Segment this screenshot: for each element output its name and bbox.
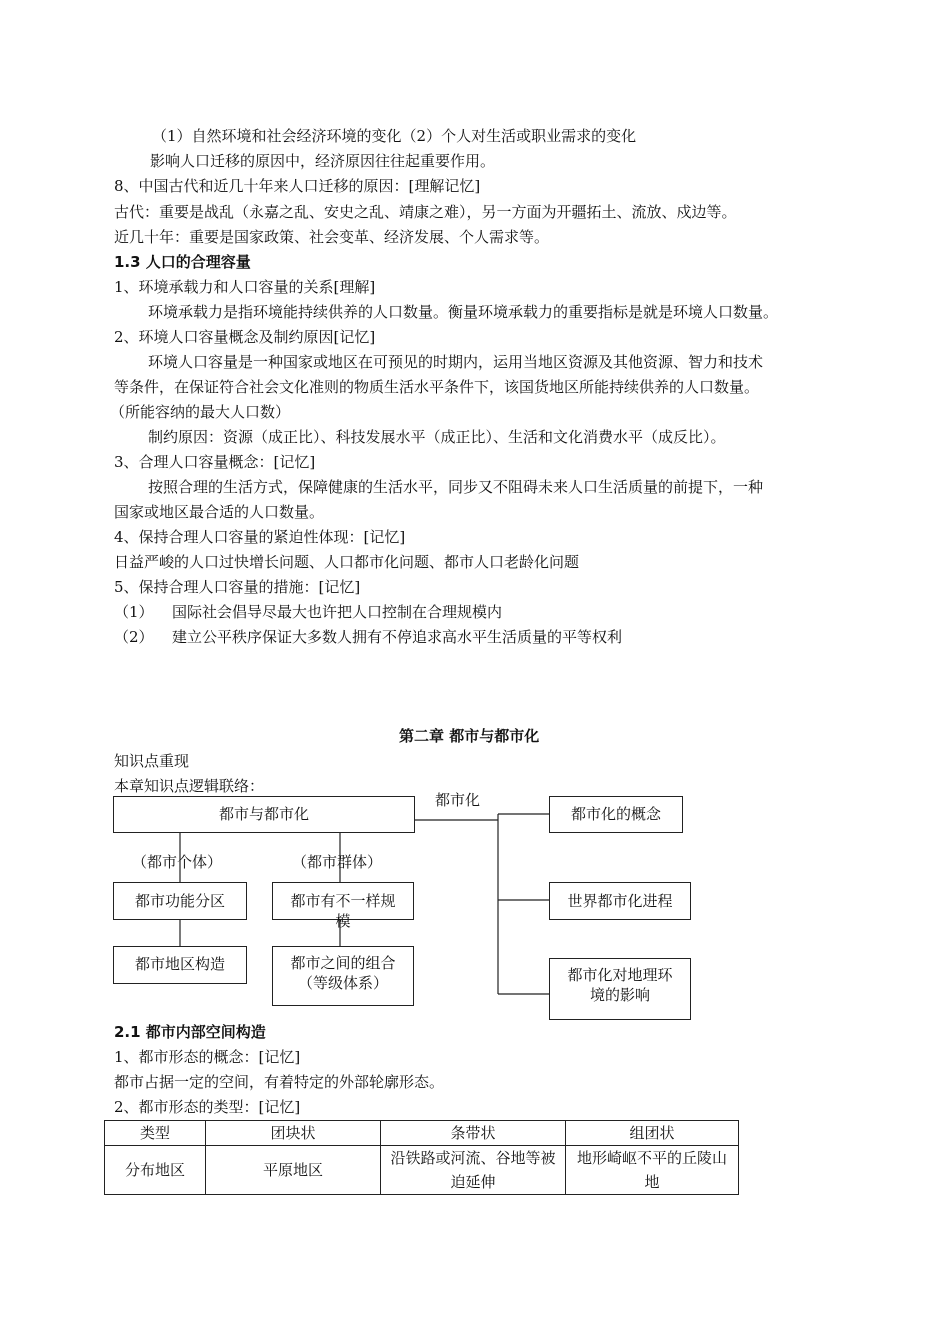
table-header: 类型 [105, 1121, 206, 1146]
diagram-node: 世界都市化进程 [549, 882, 691, 920]
diagram-node: 都市有不一样规模 [272, 882, 414, 920]
diagram-node: 都市化的概念 [549, 796, 683, 833]
text-line: 2、都市形态的类型：[记忆] [114, 1098, 301, 1116]
text-line: 国家或地区最合适的人口数量。 [114, 503, 325, 521]
list-marker: （2） [114, 628, 154, 646]
diagram-node: 都市化对地理环境的影响 [549, 958, 691, 1020]
text-line: 环境承载力是指环境能持续供养的人口数量。衡量环境承载力的重要指标是就是环境人口数量。 [148, 303, 779, 321]
table-cell: 地形崎岖不平的丘陵山地 [566, 1146, 739, 1195]
text-line: 等条件，在保证符合社会文化准则的物质生活水平条件下，该国货地区所能持续供养的人口数量。 [114, 378, 760, 396]
table-cell: 分布地区 [105, 1146, 206, 1195]
text-line: 日益严峻的人口过快增长问题、人口都市化问题、都市人口老龄化问题 [114, 553, 580, 571]
text-line: 本章知识点逻辑联络： [114, 777, 265, 795]
text-line: 1、都市形态的概念：[记忆] [114, 1048, 301, 1066]
diagram-edge-label: 都市化 [435, 791, 481, 809]
text-line: 4、保持合理人口容量的紧迫性体现：[记忆] [114, 528, 406, 546]
text-line: 3、合理人口容量概念：[记忆] [114, 453, 316, 471]
text-line: （所能容纳的最大人口数） [110, 403, 291, 421]
table-header: 条带状 [381, 1121, 566, 1146]
text-line: 近几十年：重要是国家政策、社会变革、经济发展、个人需求等。 [114, 228, 550, 246]
diagram-edge-label: （都市群体） [292, 853, 383, 871]
table-header: 团块状 [206, 1121, 381, 1146]
text-line: （1）自然环境和社会经济环境的变化（2）个人对生活或职业需求的变化 [152, 127, 637, 145]
table-row [105, 1146, 739, 1195]
text-line: 影响人口迁移的原因中，经济原因往往起重要作用。 [150, 152, 496, 170]
diagram-node: 都市功能分区 [113, 882, 247, 920]
diagram-edge-label: （都市个体） [132, 853, 223, 871]
table-header-row [105, 1121, 739, 1146]
city-form-table [104, 1120, 739, 1195]
section-heading-2-1: 2.1 都市内部空间构造 [114, 1023, 266, 1041]
section-heading-1-3: 1.3 人口的合理容量 [114, 253, 251, 271]
list-item: 国际社会倡导尽最大也许把人口控制在合理规模内 [172, 603, 503, 621]
table-cell: 平原地区 [206, 1146, 381, 1195]
diagram-node: 都市之间的组合（等级体系） [272, 946, 414, 1006]
text-line: 都市占据一定的空间，有着特定的外部轮廓形态。 [114, 1073, 445, 1091]
text-line: 制约原因：资源（成正比）、科技发展水平（成正比）、生活和文化消费水平（成反比）。 [148, 428, 726, 446]
text-line: 8、中国古代和近几十年来人口迁移的原因：[理解记忆] [114, 177, 481, 195]
table-cell: 沿铁路或河流、谷地等被迫延伸 [381, 1146, 566, 1195]
text-line: 知识点重现 [114, 752, 190, 770]
text-line: 古代：重要是战乱（永嘉之乱、安史之乱、靖康之难），另一方面为开疆拓土、流放、戍边等。 [114, 203, 737, 221]
list-marker: （1） [114, 603, 154, 621]
diagram-node: 都市地区构造 [113, 946, 247, 984]
text-line: 按照合理的生活方式，保障健康的生活水平，同步又不阻碍未来人口生活质量的前提下，一种 [148, 478, 764, 496]
text-line: 1、环境承载力和人口容量的关系[理解] [114, 278, 376, 296]
text-line: 环境人口容量是一种国家或地区在可预见的时期内，运用当地区资源及其他资源、智力和技术 [148, 353, 764, 371]
text-line: 5、保持合理人口容量的措施：[记忆] [114, 578, 361, 596]
table-header: 组团状 [566, 1121, 739, 1146]
list-item: 建立公平秩序保证大多数人拥有不停追求高水平生活质量的平等权利 [172, 628, 623, 646]
chapter-title: 第二章 都市与都市化 [399, 727, 540, 745]
diagram-root-node: 都市与都市化 [113, 796, 415, 833]
text-line: 2、环境人口容量概念及制约原因[记忆] [114, 328, 376, 346]
